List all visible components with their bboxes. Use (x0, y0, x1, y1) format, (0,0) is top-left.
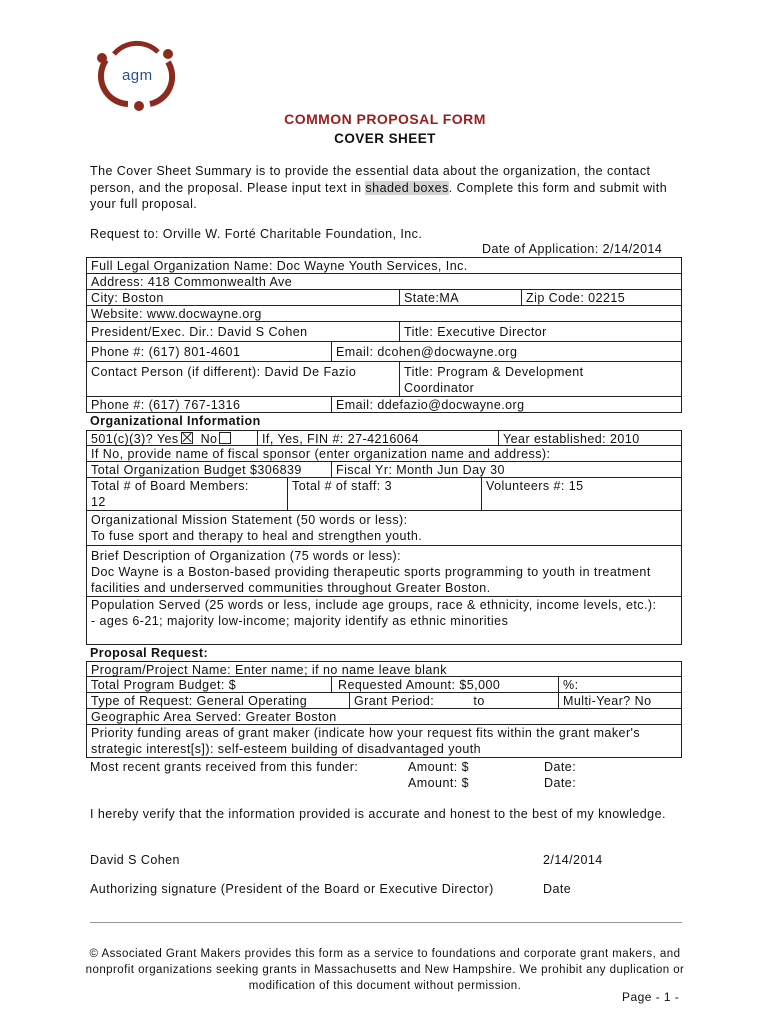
signer-name[interactable]: David S Cohen (90, 853, 180, 867)
staff-field[interactable]: Total # of staff: 3 (287, 478, 481, 510)
c3-label: 501(c)(3)? (91, 432, 154, 446)
population-cell[interactable] (87, 597, 681, 644)
intro-text (90, 163, 680, 213)
form-title: COMMON PROPOSAL FORM (284, 111, 486, 127)
yes-checkbox[interactable] (181, 432, 193, 444)
mission-cell[interactable] (87, 511, 681, 545)
email-field[interactable]: Email: dcohen@docwayne.org (331, 342, 681, 361)
agm-logo (88, 40, 188, 110)
population-label: Population Served (25 words or less, include age groups, race & ethnicity, income levels, etc.): (91, 598, 657, 612)
mission-label: Organizational Mission Statement (50 words or less): (91, 513, 408, 527)
year-established-field[interactable]: Year established: 2010 (498, 431, 681, 445)
contact-title-field[interactable]: Title: Program & Development Coordinator (399, 362, 681, 396)
legal-name-field[interactable]: Full Legal Organization Name: Doc Wayne Youth Services, Inc. (91, 259, 468, 273)
intro-after: . Complete this form and submit with your full proposal. (90, 180, 668, 211)
signature-date[interactable]: 2/14/2014 (543, 853, 603, 867)
president-title-field[interactable]: Title: Executive Director (399, 322, 681, 341)
program-name-field[interactable]: Program/Project Name: Enter name; if no name leave blank (91, 663, 447, 677)
date-1[interactable]: Date: (544, 760, 577, 774)
contact-email-field[interactable]: Email: ddefazio@docwayne.org (331, 397, 681, 412)
amount-1[interactable]: Amount: $ (408, 760, 470, 774)
geographic-area-field[interactable]: Geographic Area Served: Greater Boston (91, 710, 337, 724)
request-to: Request to: Orville W. Forté Charitable Foundation, Inc. (90, 227, 423, 241)
fin-field[interactable]: If, Yes, FIN #: 27-4216064 (257, 431, 498, 445)
percent-field[interactable]: %: (558, 677, 681, 692)
population-text: - ages 6-21; majority low-income; majority identify as ethnic minorities (91, 614, 509, 628)
phone-field[interactable]: Phone #: (617) 801-4601 (91, 345, 241, 359)
requested-amount-field[interactable]: Requested Amount: $5,000 (331, 677, 558, 692)
c3-cell (87, 431, 257, 445)
multi-year-field[interactable]: Multi-Year? No (558, 693, 681, 708)
grant-period-field[interactable]: Grant Period: to (349, 693, 558, 708)
intro-before: The Cover Sheet Summary is to provide the essential data about the organization, the contact person, and the proposal. Please input text in (90, 164, 651, 195)
website-field[interactable]: Website: www.docwayne.org (91, 307, 262, 321)
president-field[interactable]: President/Exec. Dir.: David S Cohen (91, 325, 308, 339)
page-number: Page - 1 - (622, 990, 680, 1004)
state-field[interactable]: State:MA (399, 290, 521, 305)
form-subtitle: COVER SHEET (334, 131, 436, 146)
priority-areas-field[interactable]: Priority funding areas of grant maker (indicate how your request fits within the grant maker's strategic interest[s]): self-esteem building of disadvantaged youth (91, 726, 641, 756)
board-members-field[interactable]: Total # of Board Members: 12 (91, 479, 249, 509)
verification-statement: I hereby verify that the information provided is accurate and honest to the best of my knowledge. (90, 807, 666, 821)
fiscal-year-field[interactable]: Fiscal Yr: Month Jun Day 30 (331, 462, 681, 477)
description-label: Brief Description of Organization (75 words or less): (91, 549, 402, 563)
org-info-heading: Organizational Information (90, 414, 261, 428)
fiscal-sponsor-field[interactable]: If No, provide name of fiscal sponsor (enter organization name and address): (91, 447, 551, 461)
no-checkbox[interactable] (219, 432, 231, 444)
contact-person-field[interactable]: Contact Person (if different): David De Fazio (91, 365, 357, 379)
date-of-application: Date of Application: 2/14/2014 (482, 242, 663, 256)
org-info-table (86, 430, 682, 645)
zip-field[interactable]: Zip Code: 02215 (521, 290, 681, 305)
footer-divider (90, 922, 682, 923)
org-budget-field[interactable]: Total Organization Budget $306839 (91, 463, 302, 477)
contact-phone-field[interactable]: Phone #: (617) 767-1316 (91, 398, 241, 412)
svg-text:agm: agm (122, 67, 153, 84)
recent-grants-label: Most recent grants received from this funder: (90, 760, 359, 774)
date-2[interactable]: Date: (544, 776, 577, 790)
yes-label: Yes (156, 432, 179, 446)
shaded-boxes-highlight: shaded boxes (365, 180, 449, 195)
city-field[interactable]: City: Boston (91, 291, 164, 305)
org-table (86, 257, 682, 413)
proposal-heading: Proposal Request: (90, 646, 209, 660)
program-budget-field[interactable]: Total Program Budget: $ (91, 678, 237, 692)
mission-text: To fuse sport and therapy to heal and strengthen youth. (91, 529, 423, 543)
signature-label: Authorizing signature (President of the Board or Executive Director) (90, 882, 494, 896)
footer-copyright: © Associated Grant Makers provides this form as a service to foundations and corporate grant makers, and nonprofit organizations seeking grants in Massachusetts and New Hampshire. We prohibit any duplication or modification of this document without permission. (85, 948, 685, 992)
amount-2[interactable]: Amount: $ (408, 776, 470, 790)
description-text: Doc Wayne is a Boston-based providing therapeutic sports programming to youth in treatment facilities and underserved communities throughout Greater Boston. (91, 565, 651, 595)
volunteers-field[interactable]: Volunteers #: 15 (481, 478, 681, 510)
proposal-table (86, 661, 682, 758)
no-label: No (200, 432, 218, 446)
description-cell[interactable] (87, 546, 681, 596)
request-type-field[interactable]: Type of Request: General Operating (91, 694, 308, 708)
date-label: Date (543, 882, 572, 896)
address-field[interactable]: Address: 418 Commonwealth Ave (91, 275, 293, 289)
